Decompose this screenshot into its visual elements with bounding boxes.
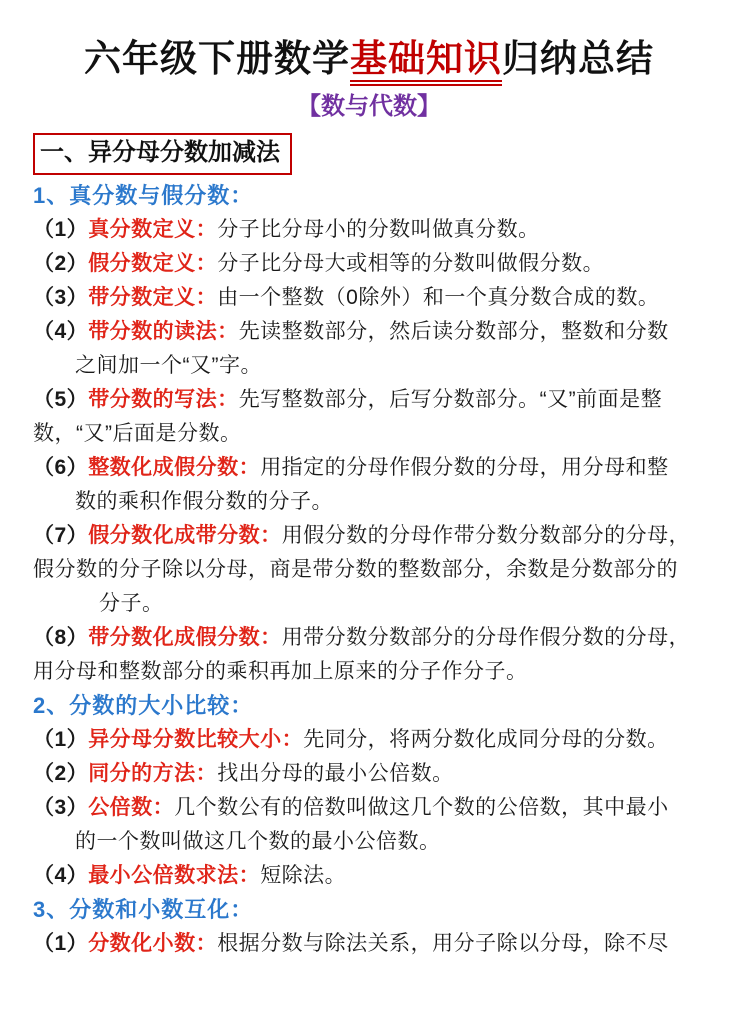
subsection xyxy=(33,893,705,961)
item-line xyxy=(33,927,705,961)
item-number: （4） xyxy=(33,864,89,887)
item-number: （1） xyxy=(33,932,89,955)
subsection-heading: 3、分数和小数互化： xyxy=(33,897,254,922)
item-line xyxy=(33,791,705,825)
item-term: 带分数的读法： xyxy=(88,320,239,343)
item-term: 真分数定义： xyxy=(88,218,218,241)
section-heading-box xyxy=(33,133,292,175)
item-number: （1） xyxy=(33,218,89,241)
title-highlight: 基础知识 xyxy=(350,38,502,86)
item-term: 假分数化成带分数： xyxy=(88,524,282,547)
item-line xyxy=(33,383,705,417)
item-line xyxy=(33,451,705,485)
item-term: 异分母分数比较大小： xyxy=(88,728,304,751)
item-text: 找出分母的最小公倍数。 xyxy=(217,762,454,785)
item-text: 分子比分母大或相等的分数叫做假分数。 xyxy=(217,252,605,275)
item-line xyxy=(33,213,705,247)
item-number: （6） xyxy=(33,456,89,479)
item-continuation-line: 假分数的分子除以分母，商是带分数的整数部分，余数是分数部分的 xyxy=(33,558,678,581)
title-pre: 六年级下册数学 xyxy=(84,38,350,79)
item-line xyxy=(33,859,705,893)
item-term: 同分的方法： xyxy=(88,762,218,785)
item-text: 几个数公有的倍数叫做这几个数的公倍数，其中最小 xyxy=(174,796,669,819)
item-term: 带分数的写法： xyxy=(88,388,239,411)
item-number: （3） xyxy=(33,286,89,309)
subsection xyxy=(33,179,705,689)
item-line xyxy=(33,315,705,349)
item-continuation-line: 分子。 xyxy=(99,592,164,615)
page-title xyxy=(33,34,705,84)
item-line xyxy=(33,621,705,655)
item-text: 先同分，将两分数化成同分母的分数。 xyxy=(303,728,669,751)
item-number: （8） xyxy=(33,626,89,649)
item-continuation-line: 的一个数叫做这几个数的最小公倍数。 xyxy=(75,830,441,853)
section-heading: 一、异分母分数加减法 xyxy=(40,139,280,166)
item-text: 用指定的分母作假分数的分母，用分母和整 xyxy=(260,456,669,479)
item-text: 先读整数部分，然后读分数部分，整数和分数 xyxy=(238,320,669,343)
item-term: 带分数定义： xyxy=(88,286,218,309)
content-area xyxy=(33,179,705,961)
item-term: 最小公倍数求法： xyxy=(88,864,261,887)
item-number: （2） xyxy=(33,762,89,785)
item-line xyxy=(33,757,705,791)
item-continuation-line: 数的乘积作假分数的分子。 xyxy=(75,490,333,513)
item-number: （4） xyxy=(33,320,89,343)
item-continuation-line: 之间加一个“又”字。 xyxy=(75,354,262,377)
item-number: （2） xyxy=(33,252,89,275)
item-term: 分数化小数： xyxy=(88,932,218,955)
item-text: 短除法。 xyxy=(260,864,347,887)
item-text: 由一个整数（0除外）和一个真分数合成的数。 xyxy=(217,286,660,309)
item-number: （3） xyxy=(33,796,89,819)
subsection-heading: 1、真分数与假分数： xyxy=(33,183,254,208)
item-line xyxy=(33,247,705,281)
item-text: 分子比分母小的分数叫做真分数。 xyxy=(217,218,540,241)
subsection-heading: 2、分数的大小比较： xyxy=(33,693,254,718)
item-line xyxy=(33,519,705,553)
item-number: （7） xyxy=(33,524,89,547)
item-number: （5） xyxy=(33,388,89,411)
item-number: （1） xyxy=(33,728,89,751)
item-term: 整数化成假分数： xyxy=(88,456,261,479)
title-post: 归纳总结 xyxy=(502,38,654,79)
subtitle: 【数与代数】 xyxy=(297,93,441,120)
item-term: 公倍数： xyxy=(88,796,175,819)
item-line xyxy=(33,281,705,315)
item-text: 先写整数部分，后写分数部分。“又”前面是整 xyxy=(238,388,663,411)
item-text: 根据分数与除法关系，用分子除以分母，除不尽 xyxy=(217,932,669,955)
item-continuation-line: 数，“又”后面是分数。 xyxy=(33,422,242,445)
item-text: 用带分数分数部分的分母作假分数的分母， xyxy=(281,626,691,649)
item-term: 假分数定义： xyxy=(88,252,218,275)
item-text: 用假分数的分母作带分数分数部分的分母， xyxy=(281,524,691,547)
subsection xyxy=(33,689,705,893)
item-term: 带分数化成假分数： xyxy=(88,626,282,649)
item-line xyxy=(33,723,705,757)
item-continuation-line: 用分母和整数部分的乘积再加上原来的分子作分子。 xyxy=(33,660,528,683)
